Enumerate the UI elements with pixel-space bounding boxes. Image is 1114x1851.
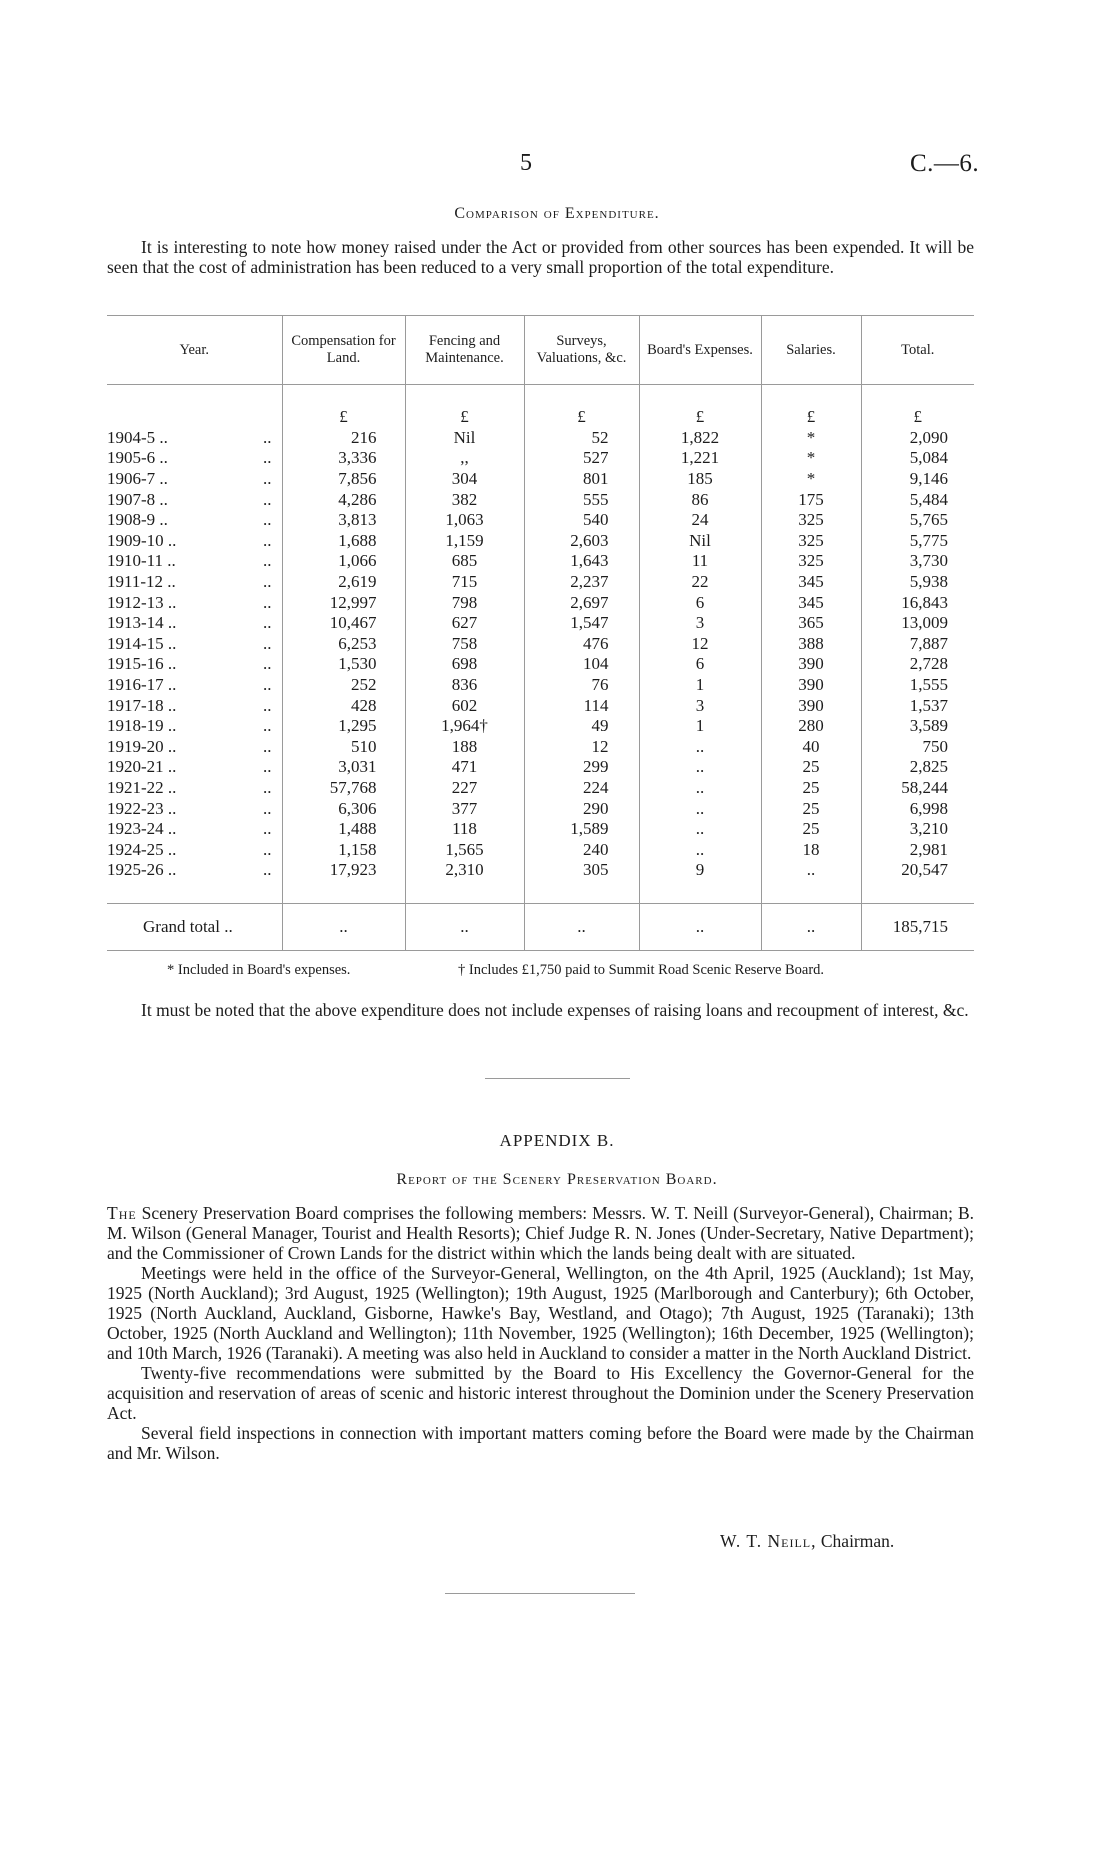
row-total: 5,484 [861,489,974,510]
table-row [107,798,974,819]
document-reference: C.—6. [910,150,980,177]
year-label: 1909-10 .. [107,530,177,550]
table-row [107,778,974,799]
row-board-expenses: 1 [639,716,761,737]
row-board-expenses: Nil [639,531,761,552]
row-surveys: 1,547 [524,613,639,634]
year-label: 1904-5 .. [107,427,168,447]
row-fencing: 118 [405,819,524,840]
row-compensation: 1,688 [282,531,405,552]
row-board-expenses: .. [639,819,761,840]
year-label: 1915-16 .. [107,654,177,674]
table-row [107,510,974,531]
row-total: 2,090 [861,428,974,449]
row-salaries: 390 [761,695,861,716]
row-year [107,675,282,696]
row-board-expenses: 1,221 [639,448,761,469]
row-compensation: 1,530 [282,654,405,675]
row-fencing: 1,159 [405,531,524,552]
table-row [107,654,974,675]
note-text: It must be noted that the above expenditure does not include expenses of raising loans and recoupment of interest, &c. [141,1000,969,1020]
row-board-expenses: 6 [639,592,761,613]
row-salaries: 280 [761,716,861,737]
spacer-row [107,385,974,408]
appendix-paragraph-3: Twenty-five recommendations were submitted by the Board to His Excellency the Governor-General for the acquisition and reservation of areas of scenic and historic interest throughout the Dominion under the Scenery Preservation Act. [107,1363,974,1423]
row-fencing: 188 [405,737,524,758]
row-salaries: 18 [761,839,861,860]
row-board-expenses: 6 [639,654,761,675]
year-label: 1910-11 .. [107,551,176,571]
year-label: 1925-26 .. [107,860,177,880]
signature-name: W. T. Neill, [720,1531,817,1551]
table-row [107,634,974,655]
year-label: 1917-18 .. [107,695,177,715]
row-year [107,592,282,613]
header-salaries: Salaries. [761,316,861,385]
row-total: 2,825 [861,757,974,778]
year-label: 1905-6 .. [107,448,168,468]
row-board-expenses: .. [639,839,761,860]
row-total: 3,589 [861,716,974,737]
table-row [107,757,974,778]
row-board-expenses: 1 [639,675,761,696]
row-board-expenses: .. [639,757,761,778]
row-total: 5,938 [861,572,974,593]
row-fencing: 685 [405,551,524,572]
row-board-expenses: .. [639,778,761,799]
row-compensation: 12,997 [282,592,405,613]
row-fencing: 1,964† [405,716,524,737]
row-surveys: 1,589 [524,819,639,840]
year-label: 1924-25 .. [107,839,177,859]
row-compensation: 3,813 [282,510,405,531]
leader-dots: .. [263,777,272,797]
row-total: 3,730 [861,551,974,572]
year-label: 1922-23 .. [107,798,177,818]
row-fencing: 377 [405,798,524,819]
row-salaries: 365 [761,613,861,634]
row-fencing: 798 [405,592,524,613]
row-board-expenses: .. [639,798,761,819]
appendix-body [107,1203,974,1463]
row-board-expenses: 1,822 [639,428,761,449]
grand-total-value: 185,715 [861,903,974,950]
row-salaries: 390 [761,675,861,696]
table-row [107,737,974,758]
year-label: 1913-14 .. [107,613,177,633]
row-board-expenses: 86 [639,489,761,510]
currency-symbol: £ [639,407,761,428]
row-compensation: 17,923 [282,860,405,881]
table-row [107,860,974,881]
header-total: Total. [861,316,974,385]
row-year [107,860,282,881]
year-label: 1918-19 .. [107,716,177,736]
appendix-paragraph-4: Several field inspections in connection with important matters coming before the Board were made by the Chairman and Mr. Wilson. [107,1423,974,1463]
leader-dots: .. [263,427,272,447]
row-surveys: 801 [524,469,639,490]
currency-row [107,407,974,428]
grand-total-salaries: .. [761,903,861,950]
year-label: 1912-13 .. [107,592,177,612]
leader-dots: .. [263,572,272,592]
year-label: 1921-22 .. [107,777,177,797]
leader-dots: .. [263,819,272,839]
leader-dots: .. [263,757,272,777]
row-salaries: 325 [761,510,861,531]
table-row [107,613,974,634]
currency-symbol: £ [861,407,974,428]
currency-symbol: £ [282,407,405,428]
leader-dots: .. [263,675,272,695]
leader-dots: .. [263,633,272,653]
row-surveys: 290 [524,798,639,819]
intro-text: It is interesting to note how money raised under the Act or provided from other sources has been expended. It will be seen that the cost of administration has been reduced to a very small proportion of the total expenditure. [107,237,974,277]
row-total: 2,981 [861,839,974,860]
leader-dots: .. [263,510,272,530]
leader-dots: .. [263,489,272,509]
row-surveys: 52 [524,428,639,449]
leader-dots: .. [263,551,272,571]
row-board-expenses: 24 [639,510,761,531]
row-fencing: 836 [405,675,524,696]
leader-dots: .. [263,448,272,468]
row-surveys: 299 [524,757,639,778]
row-year [107,448,282,469]
row-board-expenses: 3 [639,695,761,716]
row-compensation: 3,336 [282,448,405,469]
intro-paragraph [107,237,974,277]
leader-dots: .. [263,716,272,736]
row-board-expenses: 11 [639,551,761,572]
row-fencing: 602 [405,695,524,716]
grand-total-board: .. [639,903,761,950]
grand-total-compensation: .. [282,903,405,950]
row-fencing: 715 [405,572,524,593]
table-row [107,592,974,613]
currency-symbol: £ [524,407,639,428]
appendix-paragraph-1 [107,1203,974,1263]
leader-dots: .. [263,613,272,633]
row-compensation: 3,031 [282,757,405,778]
row-compensation: 1,295 [282,716,405,737]
section-divider [485,1078,630,1079]
row-compensation: 216 [282,428,405,449]
row-total: 1,555 [861,675,974,696]
row-salaries: * [761,469,861,490]
row-salaries: 388 [761,634,861,655]
row-surveys: 1,643 [524,551,639,572]
appendix-subtitle: Report of the Scenery Preservation Board. [396,1171,718,1188]
table-row [107,551,974,572]
leader-dots: .. [263,592,272,612]
row-surveys: 527 [524,448,639,469]
row-total: 6,998 [861,798,974,819]
row-surveys: 240 [524,839,639,860]
row-compensation: 57,768 [282,778,405,799]
row-total: 13,009 [861,613,974,634]
row-fencing: 627 [405,613,524,634]
leader-dots: .. [263,860,272,880]
table-row [107,572,974,593]
row-year [107,716,282,737]
year-label: 1920-21 .. [107,757,177,777]
row-total: 58,244 [861,778,974,799]
row-compensation: 2,619 [282,572,405,593]
row-fencing: 382 [405,489,524,510]
row-year [107,798,282,819]
header-year: Year. [107,316,282,385]
end-divider [445,1593,635,1594]
table-row [107,695,974,716]
table-row [107,716,974,737]
row-year [107,819,282,840]
header-compensation: Compensation for Land. [282,316,405,385]
row-compensation: 1,488 [282,819,405,840]
row-surveys: 555 [524,489,639,510]
row-year [107,489,282,510]
year-label: 1907-8 .. [107,489,168,509]
table-row [107,839,974,860]
row-total: 5,775 [861,531,974,552]
row-compensation: 4,286 [282,489,405,510]
footnote-dagger: † Includes £1,750 paid to Summit Road Scenic Reserve Board. [458,962,825,978]
row-total: 16,843 [861,592,974,613]
row-salaries: 345 [761,592,861,613]
row-salaries: .. [761,860,861,881]
row-surveys: 305 [524,860,639,881]
row-total: 20,547 [861,860,974,881]
row-salaries: 325 [761,531,861,552]
row-salaries: 325 [761,551,861,572]
row-board-expenses: 185 [639,469,761,490]
row-surveys: 104 [524,654,639,675]
year-label: 1919-20 .. [107,736,177,756]
expenditure-table [107,315,974,951]
row-compensation: 510 [282,737,405,758]
row-surveys: 2,697 [524,592,639,613]
row-fencing: Nil [405,428,524,449]
table-body [107,385,974,881]
row-salaries: * [761,428,861,449]
row-total: 9,146 [861,469,974,490]
row-year [107,551,282,572]
row-compensation: 6,306 [282,798,405,819]
currency-symbol: £ [761,407,861,428]
table-row [107,469,974,490]
appendix-title: APPENDIX B. [499,1131,615,1150]
header-board-expenses: Board's Expenses. [639,316,761,385]
row-compensation: 252 [282,675,405,696]
row-year [107,778,282,799]
row-total: 2,728 [861,654,974,675]
year-label: 1906-7 .. [107,469,168,489]
page-number: 5 [520,150,532,176]
paragraph-1-text: Scenery Preservation Board comprises the following members: Messrs. W. T. Neill (Surveyor-General), Chairman; B. M. Wilson (General Manager, Tourist and Health Resorts); Chief Judge R. N. Jones (Under-Secretary, Native Department); and the Commissioner of Crown Lands for the district within which the lands being dealt with are situated. [107,1203,974,1263]
table-header-row [107,316,974,385]
signature-title: Chairman. [820,1531,895,1551]
row-year [107,572,282,593]
row-compensation: 428 [282,695,405,716]
grand-total-fencing: .. [405,903,524,950]
row-salaries: 40 [761,737,861,758]
row-total: 750 [861,737,974,758]
leader-dots: .. [263,695,272,715]
row-total: 5,084 [861,448,974,469]
row-salaries: 390 [761,654,861,675]
row-board-expenses: 3 [639,613,761,634]
row-board-expenses: 12 [639,634,761,655]
row-salaries: 345 [761,572,861,593]
leader-dots: .. [263,839,272,859]
row-surveys: 540 [524,510,639,531]
row-year [107,428,282,449]
row-fencing: 1,063 [405,510,524,531]
leader-dots: .. [263,469,272,489]
spacer-row [107,881,974,904]
row-year [107,613,282,634]
row-total: 3,210 [861,819,974,840]
row-surveys: 76 [524,675,639,696]
row-board-expenses: 22 [639,572,761,593]
row-salaries: * [761,448,861,469]
row-year [107,531,282,552]
leader-dots: .. [263,530,272,550]
table-row [107,819,974,840]
table-row [107,428,974,449]
row-compensation: 10,467 [282,613,405,634]
header-surveys: Surveys, Valuations, &c. [524,316,639,385]
table-row [107,448,974,469]
row-year [107,634,282,655]
row-surveys: 2,237 [524,572,639,593]
row-compensation: 6,253 [282,634,405,655]
row-fencing: 227 [405,778,524,799]
note-paragraph [107,1000,974,1020]
row-fencing: ,, [405,448,524,469]
signature-line [720,1531,894,1552]
row-total: 7,887 [861,634,974,655]
row-salaries: 175 [761,489,861,510]
row-surveys: 2,603 [524,531,639,552]
row-board-expenses: 9 [639,860,761,881]
year-label: 1916-17 .. [107,675,177,695]
row-compensation: 1,066 [282,551,405,572]
year-label: 1908-9 .. [107,510,168,530]
appendix-paragraph-2: Meetings were held in the office of the Surveyor-General, Wellington, on the 4th April, 1925 (Auckland); 1st May, 1925 (North Auckland); 3rd August, 1925 (Wellington); 19th August, 1925 (Marlborough and Canterbury); 6th October, 1925 (North Auckland, Auckland, Gisborne, Hawke's Bay, Westland, and Otago); 7th August, 1925 (Taranaki); 13th October, 1925 (North Auckland and Wellington); 11th November, 1925 (Wellington); 16th December, 1925 (Wellington); and 10th March, 1926 (Taranaki). A meeting was also held in Auckland to consider a matter in the North Auckland District. [107,1263,974,1363]
row-salaries: 25 [761,778,861,799]
row-total: 5,765 [861,510,974,531]
leader-dots: .. [263,798,272,818]
section-heading-comparison: Comparison of Expenditure. [454,205,660,222]
table-row [107,489,974,510]
leader-dots: .. [263,654,272,674]
row-year [107,757,282,778]
year-label: 1911-12 .. [107,572,176,592]
row-surveys: 224 [524,778,639,799]
row-fencing: 1,565 [405,839,524,860]
row-compensation: 1,158 [282,839,405,860]
row-year [107,839,282,860]
row-year [107,469,282,490]
row-fencing: 698 [405,654,524,675]
row-fencing: 304 [405,469,524,490]
row-fencing: 471 [405,757,524,778]
grand-total-surveys: .. [524,903,639,950]
header-fencing: Fencing and Maintenance. [405,316,524,385]
leader-dots: .. [263,736,272,756]
footnote-asterisk: * Included in Board's expenses. [167,962,351,978]
year-label: 1914-15 .. [107,633,177,653]
row-year [107,510,282,531]
row-year [107,737,282,758]
table-row [107,675,974,696]
row-surveys: 476 [524,634,639,655]
row-year [107,695,282,716]
row-board-expenses: .. [639,737,761,758]
row-surveys: 12 [524,737,639,758]
row-fencing: 2,310 [405,860,524,881]
table-row [107,531,974,552]
currency-symbol: £ [405,407,524,428]
row-salaries: 25 [761,819,861,840]
row-fencing: 758 [405,634,524,655]
row-surveys: 114 [524,695,639,716]
grand-total-row [107,903,974,950]
paragraph-lead-word: The [107,1203,137,1223]
year-label: 1923-24 .. [107,819,177,839]
row-total: 1,537 [861,695,974,716]
row-salaries: 25 [761,798,861,819]
row-compensation: 7,856 [282,469,405,490]
row-salaries: 25 [761,757,861,778]
row-year [107,654,282,675]
row-surveys: 49 [524,716,639,737]
grand-total-label: Grand total .. [107,903,282,950]
